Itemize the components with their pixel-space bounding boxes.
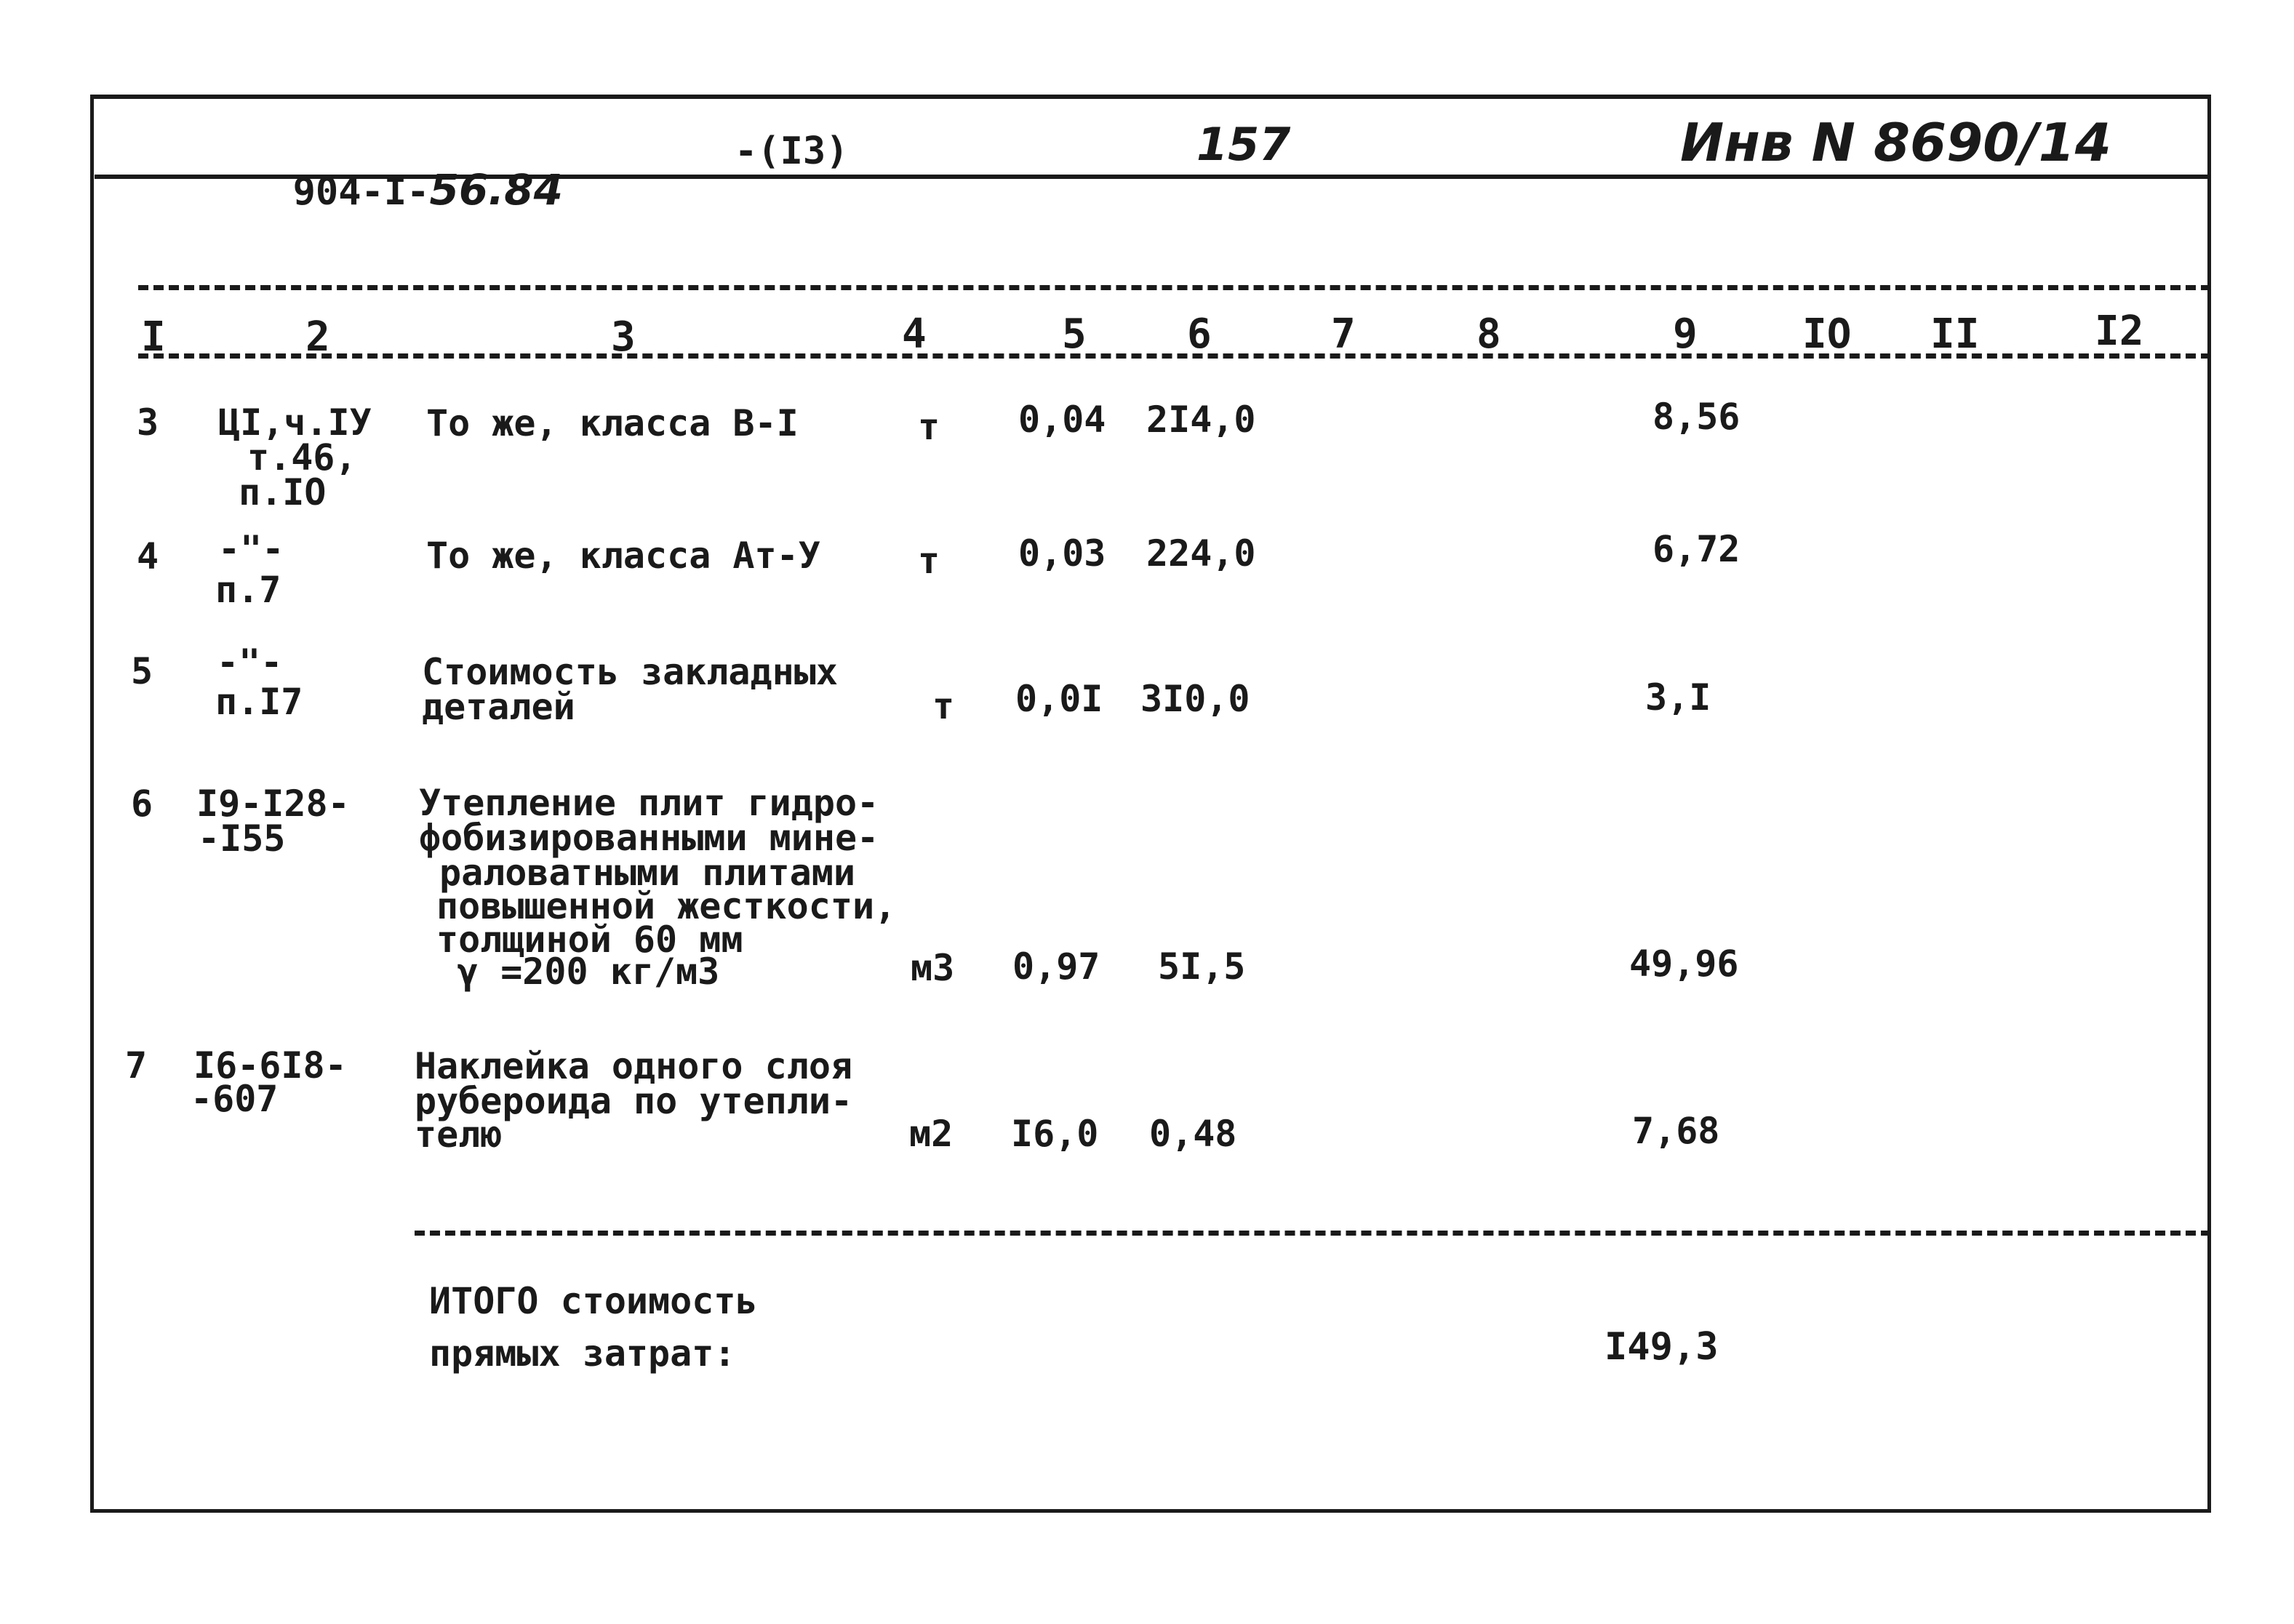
row-number: 7 xyxy=(125,1044,148,1087)
quantity: I6,0 xyxy=(1011,1113,1099,1155)
column-number: 9 xyxy=(1673,311,1698,358)
unit: т xyxy=(918,540,940,582)
total-cost: 49,96 xyxy=(1629,943,1739,985)
quantity: 0,0I xyxy=(1015,678,1103,720)
work-description: То же, класса В-I xyxy=(426,402,799,444)
unit-price: 0,48 xyxy=(1149,1113,1237,1155)
summary-label: прямых затрат: xyxy=(429,1332,736,1375)
unit: т xyxy=(932,685,955,727)
total-cost: 6,72 xyxy=(1652,528,1741,570)
column-number: 7 xyxy=(1331,311,1356,358)
summary-label: ИТОГО стоимость xyxy=(429,1280,758,1322)
column-number: I xyxy=(141,313,166,361)
norm-reference: т.46, xyxy=(247,436,357,479)
totals-dashed-rule xyxy=(415,1231,2211,1236)
column-number: I2 xyxy=(2095,308,2144,355)
quantity: 0,97 xyxy=(1012,945,1100,988)
doc-code-typed: 904-I- xyxy=(292,170,430,214)
total-cost: 8,56 xyxy=(1652,396,1741,438)
norm-reference: ЦI,ч.IУ xyxy=(218,401,372,444)
work-description: повышенной жесткости, xyxy=(436,885,897,927)
table-top-dashed-rule xyxy=(138,285,2211,290)
column-number: 3 xyxy=(611,313,636,361)
header-rule xyxy=(95,175,2208,179)
unit-price: 224,0 xyxy=(1146,532,1256,575)
column-number: 4 xyxy=(902,311,927,358)
section-number: -(I3) xyxy=(735,129,849,173)
work-description: Утепление плит гидро- xyxy=(419,782,879,824)
doc-code xyxy=(247,131,563,215)
summary-total: I49,3 xyxy=(1604,1325,1719,1369)
work-description: Стоимость закладных xyxy=(422,651,838,693)
norm-reference: I9-I28- xyxy=(196,783,350,825)
total-cost: 3,I xyxy=(1645,676,1711,719)
column-header-dashed-rule xyxy=(138,353,2211,359)
work-description: раловатными плитами xyxy=(439,852,855,894)
page-number: 157 xyxy=(1196,118,1291,171)
norm-reference: п.7 xyxy=(215,569,281,611)
unit-price: 2I4,0 xyxy=(1146,399,1256,441)
column-number: IO xyxy=(1802,311,1852,358)
norm-reference: -I55 xyxy=(198,817,286,860)
work-description: Наклейка одного слоя xyxy=(415,1045,853,1087)
quantity: 0,03 xyxy=(1018,532,1106,575)
unit: т xyxy=(918,406,940,448)
column-number: 6 xyxy=(1187,311,1212,358)
unit-price: 5I,5 xyxy=(1158,945,1246,988)
norm-reference: I6-6I8- xyxy=(193,1044,347,1087)
column-number: 8 xyxy=(1476,311,1501,358)
norm-reference: -"- xyxy=(217,641,283,684)
norm-reference: п.IO xyxy=(239,471,327,513)
work-description: γ =200 кг/м3 xyxy=(457,951,720,993)
row-number: 4 xyxy=(137,535,159,577)
page-frame xyxy=(90,95,2211,1513)
doc-code-handwritten: 56.84 xyxy=(429,165,563,215)
column-number: 2 xyxy=(305,313,330,361)
row-number: 3 xyxy=(137,401,159,444)
work-description: телю xyxy=(415,1113,503,1156)
norm-reference: -607 xyxy=(191,1078,279,1120)
work-description: фобизированными мине- xyxy=(419,817,879,859)
norm-reference: п.I7 xyxy=(215,681,303,723)
total-cost: 7,68 xyxy=(1632,1110,1720,1152)
column-number: II xyxy=(1930,311,1980,358)
unit: м2 xyxy=(909,1113,954,1155)
unit-price: 3I0,0 xyxy=(1140,678,1250,720)
column-number: 5 xyxy=(1062,311,1087,358)
row-number: 5 xyxy=(131,650,153,692)
norm-reference: -"- xyxy=(218,528,284,570)
row-number: 6 xyxy=(131,783,153,825)
work-description: рубероида по утепли- xyxy=(415,1080,853,1122)
unit: м3 xyxy=(911,947,955,989)
quantity: 0,04 xyxy=(1018,399,1106,441)
work-description: деталей xyxy=(422,686,575,728)
work-description: толщиной 60 мм xyxy=(436,919,743,961)
inventory-number: Инв N 8690/14 xyxy=(1680,112,2111,173)
work-description: То же, класса Ат-У xyxy=(426,535,820,577)
